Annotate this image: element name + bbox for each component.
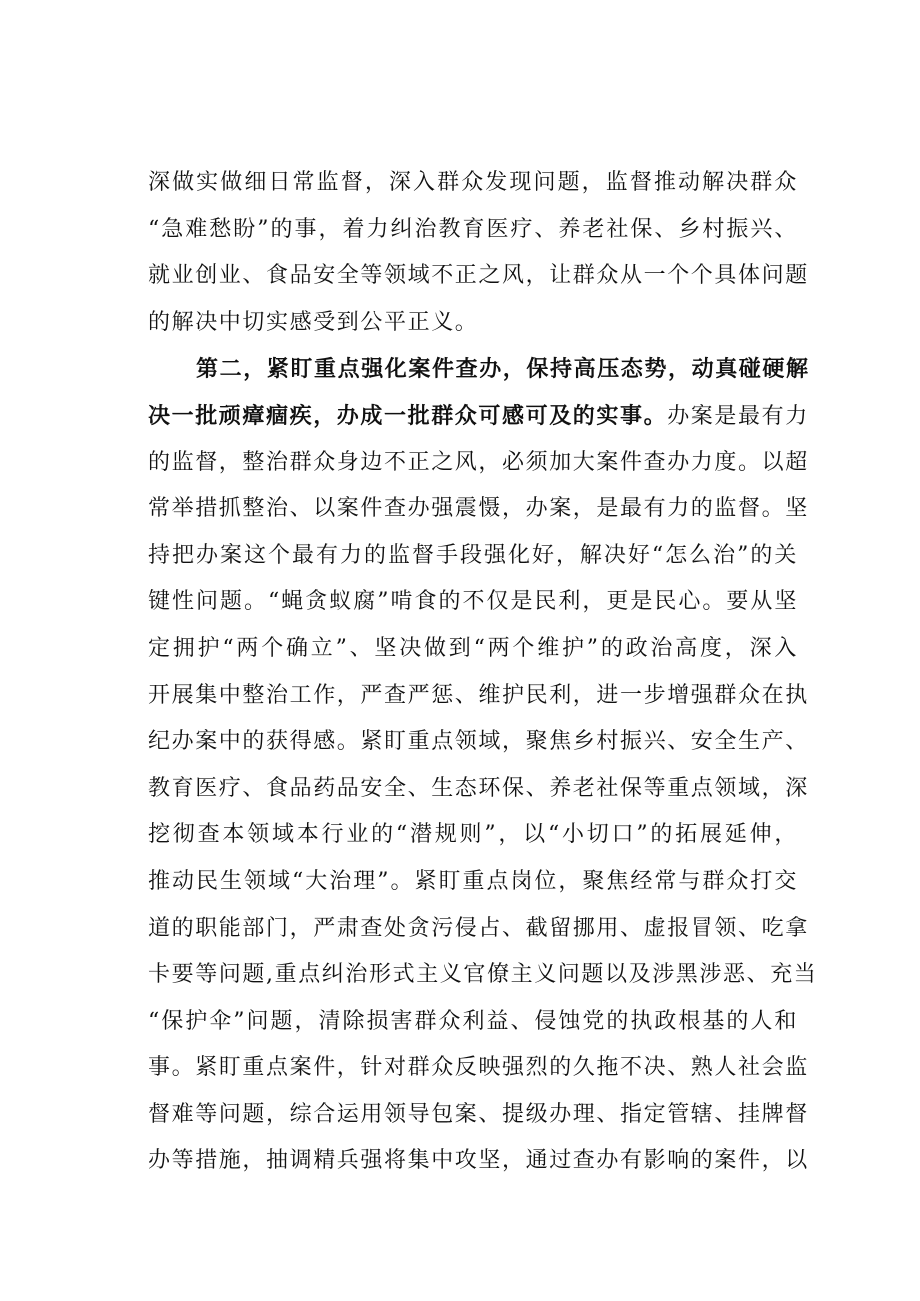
body-text <box>148 160 818 1185</box>
text-line <box>148 486 809 533</box>
text-run: 的解决中切实感受到公平正义。 <box>148 309 479 335</box>
text-line <box>148 1092 809 1139</box>
text-line <box>148 766 809 813</box>
text-line <box>148 626 798 673</box>
bold-text-run: 第二，紧盯重点强化案件查办，保持高压态势，动真碰硬解 <box>196 356 810 383</box>
text-line <box>148 952 818 999</box>
text-run: 卡要等问题,重点纠治形式主义官僚主义问题以及涉黑涉恶、充当 <box>148 962 818 988</box>
text-line <box>148 579 798 626</box>
text-line <box>148 906 809 953</box>
text-run: 推动民生领域“大治理”。紧盯重点岗位，聚焦经常与群众打交 <box>148 868 798 894</box>
text-run: 办案是最有力 <box>667 403 809 429</box>
text-run: 事。紧盯重点案件，针对群众反映强烈的久拖不决、熟人社会监 <box>148 1055 809 1081</box>
text-line <box>148 253 809 300</box>
text-run: 督难等问题，综合运用领导包案、提级办理、指定管辖、挂牌督 <box>148 1101 809 1127</box>
text-run: 教育医疗、食品药品安全、生态环保、养老社保等重点领域，深 <box>148 775 809 801</box>
text-line <box>148 1045 809 1092</box>
text-run: 的监督，整治群众身边不正之风，必须加大案件查办力度。以超 <box>148 449 809 475</box>
text-run: 纪办案中的获得感。紧盯重点领域，聚焦乡村振兴、安全生产、 <box>148 729 809 755</box>
text-line <box>148 719 809 766</box>
text-line <box>148 160 798 207</box>
text-run: 挖彻查本领域本行业的“潜规则”，以“小切口”的拓展延伸， <box>148 822 798 848</box>
text-run: 定拥护“两个确立”、坚决做到“两个维护”的政治高度，深入 <box>148 635 798 661</box>
text-line <box>148 533 798 580</box>
text-run: 就业创业、食品安全等领域不正之风，让群众从一个个具体问题 <box>148 263 809 289</box>
text-line <box>148 207 798 254</box>
text-run: 道的职能部门，严肃查处贪污侵占、截留挪用、虚报冒领、吃拿 <box>148 915 809 941</box>
text-line <box>148 673 809 720</box>
text-line <box>148 812 798 859</box>
text-line <box>148 1138 809 1185</box>
text-line <box>148 393 809 440</box>
text-line <box>148 300 798 347</box>
text-run: 深做实做细日常监督，深入群众发现问题，监督推动解决群众 <box>148 170 798 195</box>
text-line <box>148 440 809 487</box>
text-line <box>148 999 798 1046</box>
text-run: 键性问题。“蝇贪蚁腐”啃食的不仅是民利，更是民心。要从坚 <box>148 589 798 615</box>
text-line <box>148 859 798 906</box>
text-run: “保护伞”问题，清除损害群众利益、侵蚀党的执政根基的人和 <box>148 1008 798 1034</box>
bold-text-run: 决一批顽瘴痼疾，办成一批群众可感可及的实事。 <box>148 402 668 429</box>
text-run: 开展集中整治工作，严查严惩、维护民利，进一步增强群众在执 <box>148 682 809 708</box>
text-run: 常举措抓整治、以案件查办强震慑，办案，是最有力的监督。坚 <box>148 496 809 522</box>
text-run: “急难愁盼”的事，着力纠治教育医疗、养老社保、乡村振兴、 <box>148 216 798 242</box>
text-line <box>148 346 810 393</box>
text-run: 持把办案这个最有力的监督手段强化好，解决好“怎么治”的关 <box>148 542 798 568</box>
text-run: 办等措施，抽调精兵强将集中攻坚，通过查办有影响的案件，以 <box>148 1148 809 1174</box>
